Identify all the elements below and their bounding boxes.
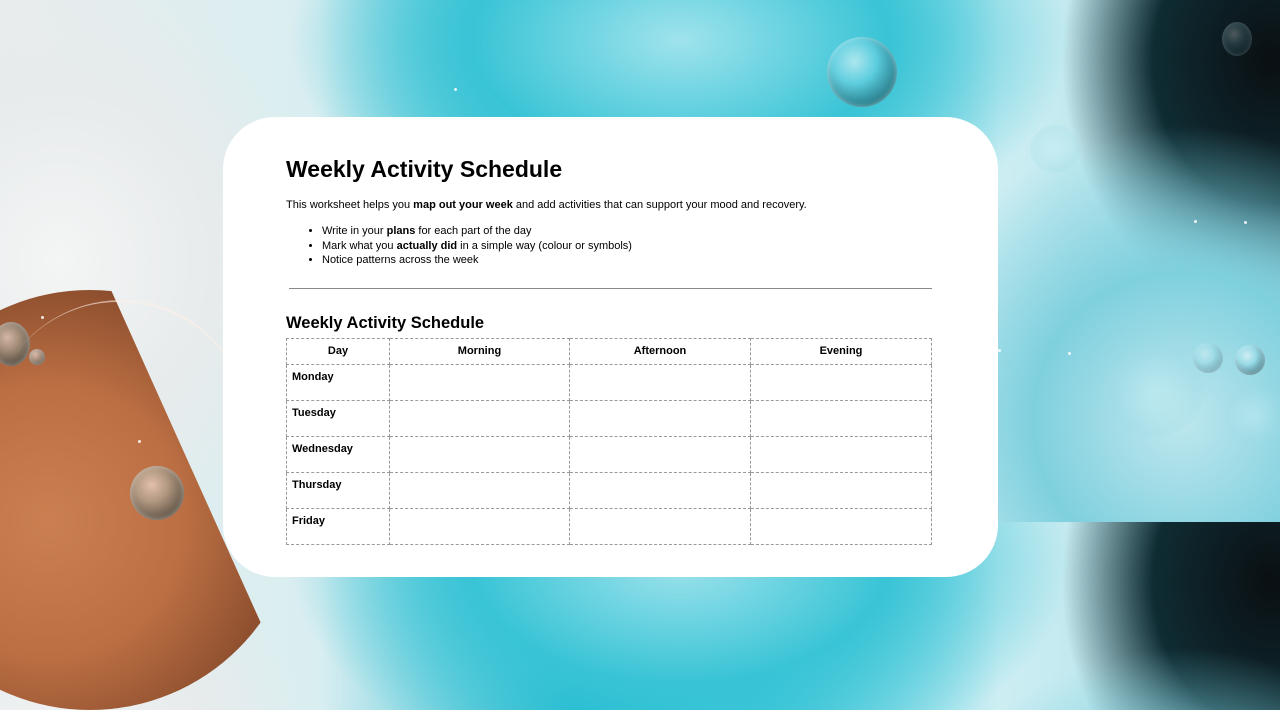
column-header-morning: Morning [390,338,570,364]
droplet-speck [1244,221,1247,224]
morning-cell[interactable] [390,400,570,436]
table-header-row [287,338,932,364]
evening-cell[interactable] [751,472,932,508]
worksheet-card [223,117,998,577]
soft-bubble [1224,385,1280,445]
morning-cell[interactable] [390,364,570,400]
evening-cell[interactable] [751,400,932,436]
instruction-list [286,224,934,268]
droplet-speck [138,440,141,443]
table-row [287,472,932,508]
day-cell: Friday [287,508,390,544]
soft-bubble [1104,345,1204,437]
day-cell: Thursday [287,472,390,508]
page-title: Weekly Activity Schedule [286,156,563,182]
day-cell: Tuesday [287,400,390,436]
intro-paragraph: This worksheet helps you map out your week and add activities that can support your mood and recovery. [286,199,807,211]
droplet-speck [41,316,44,319]
soft-bubble [1030,125,1080,173]
divider [289,288,932,289]
water-droplet [827,37,897,107]
day-cell: Monday [287,364,390,400]
schedule-table [286,338,932,545]
evening-cell[interactable] [751,508,932,544]
droplet-speck [454,88,457,91]
morning-cell[interactable] [390,508,570,544]
droplet-speck [1068,352,1071,355]
table-row [287,364,932,400]
afternoon-cell[interactable] [570,472,751,508]
droplet-speck [998,349,1001,352]
section-title: Weekly Activity Schedule [286,313,485,332]
water-droplet [29,349,45,365]
afternoon-cell[interactable] [570,400,751,436]
table-row [287,400,932,436]
afternoon-cell[interactable] [570,364,751,400]
table-row [287,436,932,472]
list-item: • Write in your plans for each part of the day [322,224,934,239]
water-droplet [1235,345,1265,375]
afternoon-cell[interactable] [570,436,751,472]
afternoon-cell[interactable] [570,508,751,544]
table-row [287,508,932,544]
morning-cell[interactable] [390,436,570,472]
column-header-afternoon: Afternoon [570,338,751,364]
water-droplet [1222,22,1252,56]
evening-cell[interactable] [751,436,932,472]
column-header-day: Day [287,338,390,364]
column-header-evening: Evening [751,338,932,364]
water-droplet [130,466,184,520]
list-item: • Mark what you actually did in a simple way (colour or symbols) [322,239,934,254]
evening-cell[interactable] [751,364,932,400]
list-item: • Notice patterns across the week [322,253,934,268]
droplet-speck [1194,220,1197,223]
day-cell: Wednesday [287,436,390,472]
morning-cell[interactable] [390,472,570,508]
